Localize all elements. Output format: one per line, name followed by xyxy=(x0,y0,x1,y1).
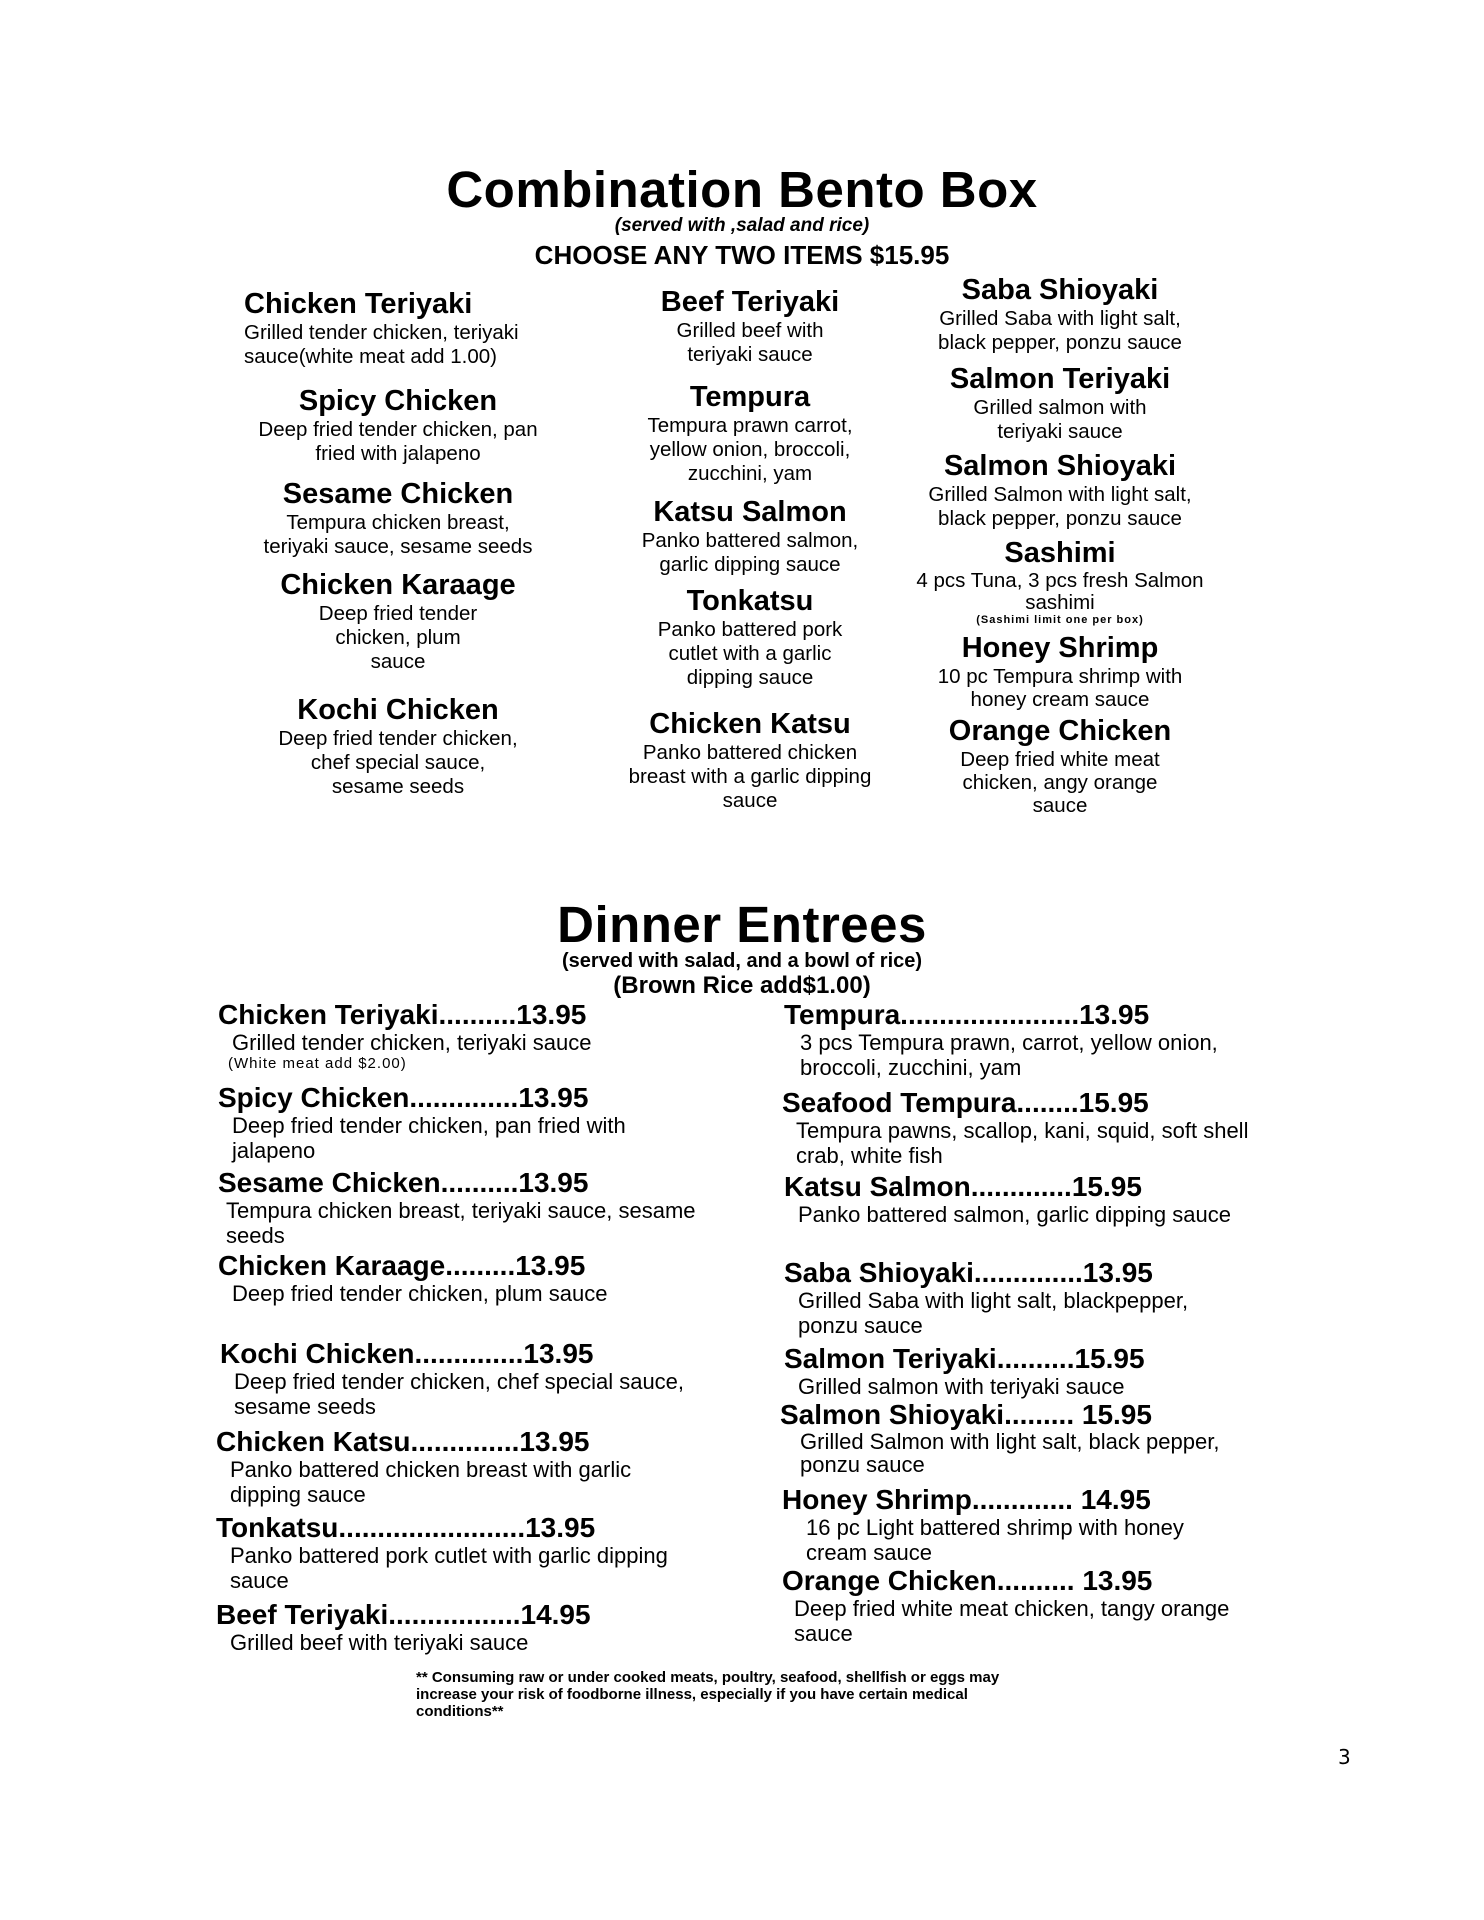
dinner-item-name: Chicken Teriyaki xyxy=(218,999,439,1030)
dinner-item xyxy=(784,1258,1204,1338)
dinner-item-price: 13.95 xyxy=(518,1167,589,1198)
dinner-item-desc: Tempura pawns, scallop, kani, squid, soft shell crab, white fish xyxy=(796,1118,1249,1168)
dinner-item-price: 13.95 xyxy=(523,1338,594,1369)
bento-item-name: Chicken Katsu xyxy=(649,708,851,740)
dinner-item-desc: Panko battered pork cutlet with garlic dipping sauce xyxy=(230,1543,668,1593)
bento-item xyxy=(890,632,1230,711)
dinner-item-name: Chicken Karaage xyxy=(218,1250,446,1281)
dinner-item-name: Salmon Teriyaki xyxy=(784,1343,997,1374)
bento-item xyxy=(228,478,568,559)
dinner-item-heading: Chicken Karaage.........13.95 xyxy=(218,1250,586,1281)
dinner-item-heading: Beef Teriyaki.................14.95 xyxy=(216,1599,591,1630)
dinner-item-price: 15.95 xyxy=(1081,1399,1152,1430)
food-safety-disclaimer: ** Consuming raw or under cooked meats, poultry, seafood, shellfish or eggs may increase your risk of foodborne illness, especially if you have certain medical conditions** xyxy=(416,1669,1000,1720)
bento-item-name: Saba Shioyaki xyxy=(961,274,1159,306)
dinner-item-price: 13.95 xyxy=(519,1426,590,1457)
dinner-item-price: 13.95 xyxy=(525,1512,596,1543)
dinner-item-price: 14.95 xyxy=(520,1599,591,1630)
dinner-item-heading: Kochi Chicken..............13.95 xyxy=(220,1338,594,1369)
bento-item xyxy=(890,450,1230,531)
dinner-item-name: Katsu Salmon xyxy=(784,1171,971,1202)
bento-title: Combination Bento Box xyxy=(446,161,1038,218)
bento-item-desc: Deep fried tender chicken, pan fried with jalapeno xyxy=(258,418,538,465)
dinner-item-name: Tempura xyxy=(784,999,901,1030)
dinner-item-name: Saba Shioyaki xyxy=(784,1257,974,1288)
dinner-item-desc: Tempura chicken breast, teriyaki sauce, sesame seeds xyxy=(226,1198,696,1248)
bento-item-name: Salmon Shioyaki xyxy=(943,450,1177,482)
bento-item-desc: Tempura chicken breast, teriyaki sauce, sesame seeds xyxy=(263,511,533,558)
bento-item-desc: Panko battered salmon, garlic dipping sauce xyxy=(641,529,859,576)
bento-item-name: Sesame Chicken xyxy=(282,478,514,510)
dinner-item-desc: Grilled Saba with light salt, blackpepper, ponzu sauce xyxy=(798,1288,1189,1338)
dinner-item xyxy=(218,1168,718,1248)
bento-item xyxy=(580,381,920,486)
dinner-item-price: 13.95 xyxy=(516,999,587,1030)
dinner-brown-rice-note: (Brown Rice add$1.00) xyxy=(613,972,871,999)
bento-item-desc: Panko battered chicken breast with a garlic dipping sauce xyxy=(628,741,872,812)
dinner-item xyxy=(784,1000,1254,1080)
bento-item-name: Honey Shrimp xyxy=(961,632,1159,664)
bento-item xyxy=(580,286,920,367)
bento-item xyxy=(580,496,920,577)
dinner-item-heading: Spicy Chicken..............13.95 xyxy=(218,1082,589,1113)
bento-item xyxy=(228,569,568,674)
dinner-item-price: 15.95 xyxy=(1078,1087,1149,1118)
dinner-item-desc: Deep fried tender chicken, chef special sauce, sesame seeds xyxy=(234,1369,685,1419)
bento-item-desc: Tempura prawn carrot, yellow onion, broccoli, zucchini, yam xyxy=(647,414,853,485)
dinner-item-heading: Chicken Teriyaki..........13.95 xyxy=(218,999,587,1030)
bento-item-desc: Grilled salmon with teriyaki sauce xyxy=(973,396,1147,443)
dinner-item xyxy=(220,1339,690,1419)
dinner-item xyxy=(218,1251,638,1306)
dinner-item-price: 13.95 xyxy=(1079,999,1150,1030)
bento-item xyxy=(890,363,1230,444)
dinner-item xyxy=(782,1088,1252,1168)
dinner-item-name: Salmon Shioyaki xyxy=(780,1399,1005,1430)
dinner-item-heading: Tonkatsu........................13.95 xyxy=(216,1512,596,1543)
dinner-item-name: Kochi Chicken xyxy=(220,1338,415,1369)
dinner-item-price: 13.95 xyxy=(1082,1565,1153,1596)
bento-item xyxy=(580,585,920,690)
dinner-item-desc: Grilled Salmon with light salt, black pepper, ponzu sauce xyxy=(800,1429,1220,1477)
page-number: 3 xyxy=(1338,1745,1351,1769)
bento-item-name: Chicken Teriyaki xyxy=(244,288,473,320)
bento-item xyxy=(890,274,1230,355)
dinner-item-desc: Grilled tender chicken, teriyaki sauce xyxy=(232,1030,592,1055)
bento-item-name: Tempura xyxy=(689,381,811,413)
bento-item-desc: Grilled beef with teriyaki sauce xyxy=(676,319,824,366)
dinner-item xyxy=(780,1400,1230,1476)
bento-item-desc: Deep fried white meat chicken, angy orange sauce xyxy=(960,748,1160,817)
bento-column-3 xyxy=(890,274,1230,817)
bento-item-desc: Deep fried tender chicken, chef special sauce, sesame seeds xyxy=(278,727,518,798)
dinner-item-name: Seafood Tempura xyxy=(782,1087,1017,1118)
bento-item xyxy=(890,715,1230,817)
dinner-item-desc: Deep fried tender chicken, plum sauce xyxy=(232,1281,608,1306)
dinner-item xyxy=(216,1513,686,1593)
dinner-item-heading: Salmon Shioyaki......... 15.95 xyxy=(780,1399,1152,1430)
dinner-item-heading: Salmon Teriyaki..........15.95 xyxy=(784,1343,1145,1374)
dinner-item-desc: Deep fried tender chicken, pan fried with jalapeno xyxy=(232,1113,626,1163)
bento-item-desc: 10 pc Tempura shrimp with honey cream sauce xyxy=(937,665,1183,711)
bento-item xyxy=(228,385,568,466)
dinner-item-heading: Sesame Chicken..........13.95 xyxy=(218,1167,589,1198)
dinner-item xyxy=(216,1600,696,1655)
bento-item-desc: 4 pcs Tuna, 3 pcs fresh Salmon sashimi xyxy=(916,569,1204,614)
dinner-item-desc: Deep fried white meat chicken, tangy orange sauce xyxy=(794,1596,1230,1646)
dinner-item-desc: Panko battered salmon, garlic dipping sauce xyxy=(798,1202,1231,1227)
dinner-item-price: 13.95 xyxy=(518,1082,589,1113)
dinner-item-price: 13.95 xyxy=(515,1250,586,1281)
dinner-item-heading: Honey Shrimp............. 14.95 xyxy=(782,1484,1151,1515)
dinner-item-desc: Grilled beef with teriyaki sauce xyxy=(230,1630,529,1655)
bento-item-note: (Sashimi limit one per box) xyxy=(976,614,1144,626)
dinner-item-name: Orange Chicken xyxy=(782,1565,997,1596)
dinner-item-name: Beef Teriyaki xyxy=(216,1599,389,1630)
dinner-title: Dinner Entrees xyxy=(557,896,927,953)
bento-item xyxy=(228,694,568,799)
dinner-item-price: 15.95 xyxy=(1071,1171,1142,1202)
bento-item-desc: Grilled tender chicken, teriyaki sauce(white meat add 1.00) xyxy=(244,321,519,368)
dinner-item-price: 15.95 xyxy=(1074,1343,1145,1374)
dinner-item xyxy=(218,1000,738,1073)
bento-item-name: Chicken Karaage xyxy=(280,569,516,601)
bento-item-name: Katsu Salmon xyxy=(653,496,847,528)
dinner-item xyxy=(218,1083,688,1163)
dinner-item-heading: Saba Shioyaki..............13.95 xyxy=(784,1257,1153,1288)
dinner-item-note: (White meat add $2.00) xyxy=(228,1055,407,1072)
dinner-item-heading: Orange Chicken.......... 13.95 xyxy=(782,1565,1153,1596)
dinner-item-heading: Seafood Tempura........15.95 xyxy=(782,1087,1149,1118)
bento-item xyxy=(580,708,920,813)
bento-price-line: CHOOSE ANY TWO ITEMS $15.95 xyxy=(534,240,950,270)
dinner-item-heading: Chicken Katsu..............13.95 xyxy=(216,1426,590,1457)
dinner-item-desc: Panko battered chicken breast with garlic dipping sauce xyxy=(230,1457,632,1507)
dinner-item-name: Spicy Chicken xyxy=(218,1082,410,1113)
dinner-item xyxy=(216,1427,686,1507)
bento-column-1 xyxy=(228,288,568,799)
bento-item-name: Orange Chicken xyxy=(948,715,1172,747)
bento-item-desc: Deep fried tender chicken, plum sauce xyxy=(318,602,478,673)
dinner-item-desc: 3 pcs Tempura prawn, carrot, yellow onion, broccoli, zucchini, yam xyxy=(800,1030,1218,1080)
bento-item-desc: Grilled Salmon with light salt, black pepper, ponzu sauce xyxy=(928,483,1192,530)
dinner-item-name: Sesame Chicken xyxy=(218,1167,441,1198)
dinner-item xyxy=(782,1485,1202,1565)
dinner-item-desc: Grilled salmon with teriyaki sauce xyxy=(798,1374,1125,1399)
bento-item-name: Sashimi xyxy=(1004,537,1116,569)
bento-column-2 xyxy=(580,286,920,813)
dinner-item-name: Chicken Katsu xyxy=(216,1426,411,1457)
bento-item-name: Tonkatsu xyxy=(686,585,814,617)
bento-item-name: Salmon Teriyaki xyxy=(949,363,1171,395)
bento-item-name: Beef Teriyaki xyxy=(660,286,840,318)
dinner-item xyxy=(782,1566,1252,1646)
dinner-item xyxy=(784,1172,1254,1227)
dinner-item-desc: 16 pc Light battered shrimp with honey cream sauce xyxy=(806,1515,1184,1565)
bento-subtitle: (served with ,salad and rice) xyxy=(614,215,870,236)
dinner-item-price: 14.95 xyxy=(1080,1484,1151,1515)
bento-item-name: Spicy Chicken xyxy=(298,385,498,417)
bento-item-name: Kochi Chicken xyxy=(297,694,499,726)
bento-item-desc: Panko battered pork cutlet with a garlic dipping sauce xyxy=(657,618,843,689)
dinner-item-price: 13.95 xyxy=(1082,1257,1153,1288)
dinner-item-name: Honey Shrimp xyxy=(782,1484,972,1515)
bento-item-desc: Grilled Saba with light salt, black pepper, ponzu sauce xyxy=(938,307,1182,354)
bento-item xyxy=(890,537,1230,626)
dinner-subtitle: (served with salad, and a bowl of rice) xyxy=(561,950,923,972)
bento-item xyxy=(228,288,568,369)
dinner-item xyxy=(784,1344,1254,1399)
dinner-item-heading: Katsu Salmon.............15.95 xyxy=(784,1171,1142,1202)
dinner-item-heading: Tempura.......................13.95 xyxy=(784,999,1150,1030)
dinner-item-name: Tonkatsu xyxy=(216,1512,339,1543)
